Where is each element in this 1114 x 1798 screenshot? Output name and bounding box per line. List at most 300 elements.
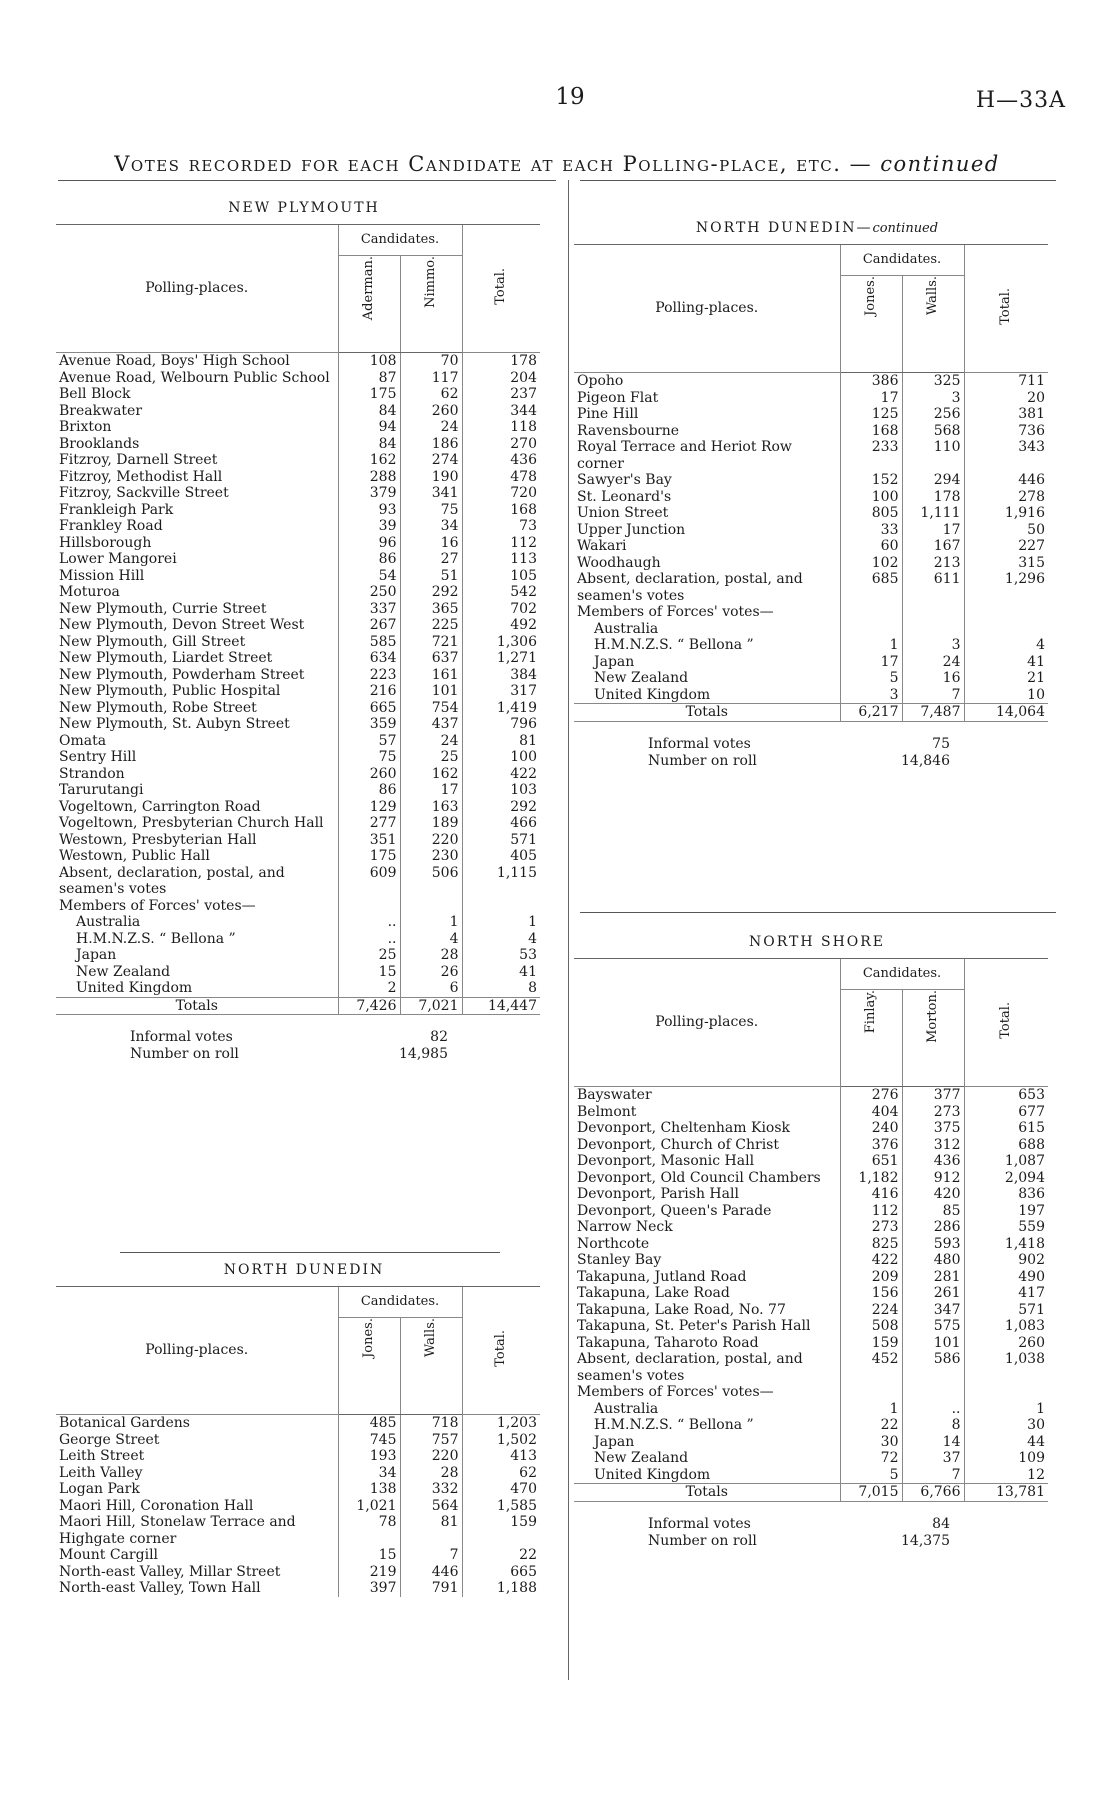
polling-place-name: New Plymouth, Gill Street <box>59 633 246 650</box>
candidate-2-votes: 163 <box>400 799 462 816</box>
table-row <box>56 667 540 684</box>
candidate-2-votes <box>902 621 964 638</box>
column-divider <box>568 180 569 1680</box>
polling-place-name: Stanley Bay <box>577 1252 662 1268</box>
candidate-1-votes: 508 <box>840 1318 902 1335</box>
candidate-1-votes: 288 <box>338 469 400 486</box>
table-row <box>56 766 540 783</box>
polling-place-name: Frankleigh Park <box>59 501 174 518</box>
candidate-1-votes: 102 <box>840 555 902 572</box>
polling-place-name: Logan Park <box>59 1481 140 1497</box>
candidate-2-votes: 375 <box>902 1120 964 1137</box>
informal-votes-line <box>574 736 1060 753</box>
polling-place-name: Maori Hill, Stonelaw Terrace and Highgate corner <box>59 1514 296 1547</box>
total-votes: 796 <box>462 716 540 733</box>
candidate-1-votes: 1,182 <box>840 1170 902 1187</box>
candidate-1-votes: .. <box>338 914 400 931</box>
table-row <box>574 522 1048 539</box>
candidate-1-votes: 162 <box>338 452 400 469</box>
table-row <box>574 687 1048 704</box>
candidate-1-votes: 359 <box>338 716 400 733</box>
polling-place-name: Absent, declaration, postal, and seamen's votes <box>577 1351 803 1384</box>
total-votes: 571 <box>964 1302 1048 1319</box>
polling-place-name: New Plymouth, Currie Street <box>59 600 267 617</box>
candidate-name-header <box>338 1318 400 1415</box>
total-votes: 159 <box>462 1514 540 1547</box>
number-on-roll-line <box>56 1046 552 1063</box>
polling-place-name: Maori Hill, Coronation Hall <box>59 1497 254 1514</box>
candidate-1-votes: 17 <box>840 654 902 671</box>
candidate-1-total: 6,217 <box>840 704 902 722</box>
total-votes: 1,115 <box>462 865 540 898</box>
totals-row <box>574 704 1048 722</box>
candidate-2-votes: 220 <box>400 1448 462 1465</box>
polling-place-name: Westown, Public Hall <box>59 848 210 864</box>
table-row <box>574 1318 1048 1335</box>
polling-place-name: Avenue Road, Welbourn Public School <box>59 369 330 386</box>
polling-place-name: Royal Terrace and Heriot Row corner <box>577 439 792 472</box>
candidate-1-votes: 665 <box>338 700 400 717</box>
candidate-1-votes: 159 <box>840 1335 902 1352</box>
section-separator-right <box>580 912 1056 913</box>
candidate-name: Jones. <box>862 276 878 316</box>
empty-cell <box>902 1384 964 1401</box>
polling-place-name: Vogeltown, Carrington Road <box>59 798 261 815</box>
candidate-2-votes: 70 <box>400 353 462 370</box>
number-on-roll-line <box>574 1533 1060 1550</box>
polling-place-name: Absent, declaration, postal, and seamen's votes <box>577 571 803 604</box>
polling-place-name: Leith Valley <box>59 1464 143 1481</box>
candidate-1-total: 7,426 <box>338 997 400 1015</box>
candidate-2-votes: 586 <box>902 1351 964 1384</box>
total-votes: 902 <box>964 1252 1048 1269</box>
candidate-2-votes: 274 <box>400 452 462 469</box>
table-row <box>574 1153 1048 1170</box>
informal-votes-label: Informal votes <box>648 1515 751 1532</box>
table-row <box>56 865 540 898</box>
total-votes: 44 <box>964 1434 1048 1451</box>
total-header-label: Total. <box>998 287 1013 325</box>
page-title <box>0 152 1114 176</box>
total-votes: 178 <box>462 353 540 370</box>
total-votes: 270 <box>462 436 540 453</box>
polling-place-name: Brooklands <box>59 435 140 452</box>
table-row <box>56 1547 540 1564</box>
total-header <box>462 1287 540 1415</box>
page-title-continued: continued <box>880 152 1000 176</box>
candidate-2-votes: 721 <box>400 634 462 651</box>
table-row <box>574 373 1048 390</box>
candidate-2-votes: 28 <box>400 947 462 964</box>
polling-place-name: Devonport, Cheltenham Kiosk <box>577 1120 791 1136</box>
table-row <box>56 1448 540 1465</box>
number-on-roll-line <box>574 753 1060 770</box>
grand-total: 14,447 <box>462 997 540 1015</box>
table-row <box>574 555 1048 572</box>
candidate-2-votes: 167 <box>902 538 964 555</box>
informal-votes-value: 75 <box>932 735 950 752</box>
candidate-2-votes: 62 <box>400 386 462 403</box>
candidate-2-votes: 757 <box>400 1432 462 1449</box>
candidate-1-votes: 685 <box>840 571 902 604</box>
total-votes: 677 <box>964 1104 1048 1121</box>
table-row <box>574 1285 1048 1302</box>
total-votes: 315 <box>964 555 1048 572</box>
forces-heading: Members of Forces' votes— <box>577 1384 774 1400</box>
polling-place-name: Japan <box>594 1433 635 1450</box>
forces-heading-row <box>574 1384 1048 1401</box>
totals-label: Totals <box>574 704 840 722</box>
total-votes: 1,502 <box>462 1432 540 1449</box>
candidate-2-votes: 110 <box>902 439 964 472</box>
total-votes: 1,418 <box>964 1236 1048 1253</box>
total-votes: 81 <box>462 733 540 750</box>
candidate-1-votes: 209 <box>840 1269 902 1286</box>
candidate-1-votes: 216 <box>338 683 400 700</box>
polling-place-name: Vogeltown, Presbyterian Church Hall <box>59 815 324 831</box>
total-votes: 73 <box>462 518 540 535</box>
candidate-1-votes: 404 <box>840 1104 902 1121</box>
polling-place-name: New Plymouth, Devon Street West <box>59 617 305 633</box>
candidate-2-votes: 506 <box>400 865 462 898</box>
empty-cell <box>964 604 1048 621</box>
candidate-1-votes: 240 <box>840 1120 902 1137</box>
polling-place-name: George Street <box>59 1431 160 1448</box>
candidate-2-votes: 101 <box>902 1335 964 1352</box>
candidate-1-votes: 78 <box>338 1514 400 1547</box>
candidate-name: Jones. <box>360 1318 376 1358</box>
candidate-2-votes: 273 <box>902 1104 964 1121</box>
document-code: H—33A <box>975 88 1066 113</box>
candidate-2-votes: 161 <box>400 667 462 684</box>
candidate-1-votes: 108 <box>338 353 400 370</box>
table-row <box>56 749 540 766</box>
table-row <box>56 584 540 601</box>
polling-place-name: Lower Mangorei <box>59 551 177 567</box>
table-row <box>574 1434 1048 1451</box>
candidate-1-votes: 1,021 <box>338 1498 400 1515</box>
total-votes: 1 <box>964 1401 1048 1418</box>
table-row <box>56 386 540 403</box>
table-row <box>56 1498 540 1515</box>
table-row <box>574 1120 1048 1137</box>
polling-place-name: Narrow Neck <box>577 1219 673 1235</box>
candidate-1-votes: 1 <box>840 637 902 654</box>
polling-place-name: New Plymouth, Robe Street <box>59 699 257 716</box>
candidate-1-votes: 397 <box>338 1580 400 1597</box>
total-votes: 227 <box>964 538 1048 555</box>
totals-row <box>574 1484 1048 1502</box>
table-row <box>574 489 1048 506</box>
candidate-name-header <box>902 276 964 373</box>
page-title-text: Votes recorded for each Candidate at each Polling-place, etc. <box>114 152 842 176</box>
candidate-1-votes: 39 <box>338 518 400 535</box>
candidate-2-votes: 437 <box>400 716 462 733</box>
polling-place-name: New Zealand <box>594 1450 689 1466</box>
candidate-2-votes: .. <box>902 1401 964 1418</box>
candidate-1-votes: 337 <box>338 601 400 618</box>
candidate-1-votes: 54 <box>338 568 400 585</box>
table-row <box>574 637 1048 654</box>
candidate-name: Walls. <box>924 276 940 316</box>
candidate-1-votes: 175 <box>338 386 400 403</box>
table-row <box>574 472 1048 489</box>
candidate-2-votes: 261 <box>902 1285 964 1302</box>
total-votes: 41 <box>964 654 1048 671</box>
candidate-2-votes: 26 <box>400 964 462 981</box>
polling-place-name: Absent, declaration, postal, and seamen's votes <box>59 864 285 897</box>
table-row <box>56 634 540 651</box>
table-row <box>56 601 540 618</box>
polling-place-name: Brixton <box>59 419 112 435</box>
total-votes: 50 <box>964 522 1048 539</box>
polling-place-name: New Zealand <box>594 670 689 686</box>
candidate-2-total: 7,487 <box>902 704 964 722</box>
votes-table <box>56 1286 540 1597</box>
table-row <box>574 1203 1048 1220</box>
table-row <box>56 733 540 750</box>
polling-place-name: Devonport, Parish Hall <box>577 1186 739 1202</box>
total-votes: 1,188 <box>462 1580 540 1597</box>
candidates-header: Candidates. <box>840 245 964 276</box>
polling-place-name: St. Leonard's <box>577 488 672 505</box>
polling-place-name: Upper Junction <box>577 521 686 538</box>
candidate-2-votes: 7 <box>400 1547 462 1564</box>
table-row <box>574 621 1048 638</box>
section-title <box>56 1262 552 1278</box>
empty-cell <box>964 1384 1048 1401</box>
candidate-1-votes: 84 <box>338 436 400 453</box>
candidate-1-votes: 585 <box>338 634 400 651</box>
total-votes: 615 <box>964 1120 1048 1137</box>
table-row <box>56 716 540 733</box>
polling-place-name: Union Street <box>577 505 669 521</box>
table-row <box>574 1335 1048 1352</box>
candidate-1-votes: 96 <box>338 535 400 552</box>
candidate-1-votes: 260 <box>338 766 400 783</box>
total-votes: 168 <box>462 502 540 519</box>
number-on-roll-label: Number on roll <box>130 1046 239 1062</box>
candidate-2-votes: 190 <box>400 469 462 486</box>
total-votes: 1,271 <box>462 650 540 667</box>
polling-place-name: Botanical Gardens <box>59 1415 190 1431</box>
candidate-2-votes: 8 <box>902 1417 964 1434</box>
section-north-shore <box>574 934 1060 1550</box>
candidate-1-votes: 193 <box>338 1448 400 1465</box>
candidate-2-votes: 420 <box>902 1186 964 1203</box>
candidates-header: Candidates. <box>338 225 462 256</box>
total-votes: 836 <box>964 1186 1048 1203</box>
candidate-2-votes: 4 <box>400 931 462 948</box>
candidate-2-votes: 593 <box>902 1236 964 1253</box>
polling-place-name: Fitzroy, Darnell Street <box>59 452 218 468</box>
table-row <box>56 848 540 865</box>
table-row <box>574 390 1048 407</box>
candidate-1-votes: 267 <box>338 617 400 634</box>
candidate-2-votes: 16 <box>400 535 462 552</box>
polling-place-name: Bell Block <box>59 386 131 402</box>
candidate-1-votes: 376 <box>840 1137 902 1154</box>
candidate-2-votes: 178 <box>902 489 964 506</box>
candidate-2-total: 6,766 <box>902 1484 964 1502</box>
candidate-1-votes: 223 <box>338 667 400 684</box>
candidate-1-votes: 87 <box>338 370 400 387</box>
informal-votes-line <box>56 1029 552 1046</box>
candidates-header: Candidates. <box>338 1287 462 1318</box>
polling-place-name: Pigeon Flat <box>577 389 659 406</box>
polling-place-name: United Kingdom <box>594 1466 711 1483</box>
polling-place-name: Devonport, Masonic Hall <box>577 1153 755 1169</box>
page-number: 19 <box>555 84 585 110</box>
polling-place-name: H.M.N.Z.S. “ Bellona ” <box>594 1417 754 1433</box>
table-row <box>56 832 540 849</box>
table-row <box>56 370 540 387</box>
total-votes: 711 <box>964 373 1048 390</box>
polling-place-name: Woodhaugh <box>577 554 661 571</box>
polling-place-name: North-east Valley, Town Hall <box>59 1580 261 1596</box>
candidate-1-votes: 1 <box>840 1401 902 1418</box>
candidate-2-votes: 24 <box>902 654 964 671</box>
total-votes: 571 <box>462 832 540 849</box>
candidate-2-votes: 17 <box>400 782 462 799</box>
total-header-label: Total. <box>493 267 508 305</box>
candidate-name: Nimmo. <box>422 256 438 308</box>
number-on-roll-label: Number on roll <box>648 1532 757 1549</box>
candidate-2-votes: 101 <box>400 683 462 700</box>
polling-place-name: H.M.N.Z.S. “ Bellona ” <box>594 637 754 653</box>
informal-votes-value: 84 <box>932 1515 950 1532</box>
candidate-1-votes: 386 <box>840 373 902 390</box>
section-title-text: NORTH SHORE <box>748 934 886 950</box>
polling-place-name: Leith Street <box>59 1448 145 1464</box>
section-separator <box>120 1252 500 1253</box>
total-votes: 542 <box>462 584 540 601</box>
table-row <box>574 1087 1048 1104</box>
candidate-2-votes: 220 <box>400 832 462 849</box>
total-votes: 702 <box>462 601 540 618</box>
candidate-1-votes: 485 <box>338 1415 400 1432</box>
table-row <box>56 980 540 997</box>
table-row <box>56 1564 540 1581</box>
candidate-1-votes: 379 <box>338 485 400 502</box>
candidate-2-votes: 332 <box>400 1481 462 1498</box>
total-votes: 344 <box>462 403 540 420</box>
polling-place-name: New Plymouth, Powderham Street <box>59 666 305 683</box>
total-votes: 2,094 <box>964 1170 1048 1187</box>
polling-place-name: Fitzroy, Sackville Street <box>59 485 229 501</box>
table-row <box>56 353 540 370</box>
candidate-1-votes: 152 <box>840 472 902 489</box>
candidate-2-votes: 75 <box>400 502 462 519</box>
total-votes: 1,916 <box>964 505 1048 522</box>
totals-row <box>56 997 540 1015</box>
polling-place-name: Fitzroy, Methodist Hall <box>59 468 223 485</box>
candidate-2-votes: 294 <box>902 472 964 489</box>
candidate-name-header <box>400 256 462 353</box>
section-title-text: NEW PLYMOUTH <box>228 200 380 216</box>
total-votes: 20 <box>964 390 1048 407</box>
candidate-1-votes: 422 <box>840 1252 902 1269</box>
candidate-1-votes <box>840 621 902 638</box>
total-votes: 22 <box>462 1547 540 1564</box>
candidate-2-votes: 260 <box>400 403 462 420</box>
polling-place-name: Ravensbourne <box>577 422 680 439</box>
candidates-header: Candidates. <box>840 959 964 990</box>
candidate-1-votes: 75 <box>338 749 400 766</box>
candidate-1-votes: 30 <box>840 1434 902 1451</box>
candidate-1-votes: 86 <box>338 551 400 568</box>
total-votes: 278 <box>964 489 1048 506</box>
total-header <box>964 245 1048 373</box>
total-votes: 10 <box>964 687 1048 704</box>
table-row <box>574 1252 1048 1269</box>
table-row <box>574 1137 1048 1154</box>
candidate-1-votes: 84 <box>338 403 400 420</box>
candidate-2-votes: 225 <box>400 617 462 634</box>
candidate-2-votes: 325 <box>902 373 964 390</box>
informal-votes-label: Informal votes <box>130 1029 233 1045</box>
total-votes: 1,585 <box>462 1498 540 1515</box>
polling-places-header: Polling-places. <box>574 959 840 1087</box>
candidate-1-votes: 277 <box>338 815 400 832</box>
section-north-dunedin-continued <box>574 220 1060 770</box>
table-row <box>56 419 540 436</box>
polling-place-name: Takapuna, Lake Road <box>577 1285 730 1301</box>
candidate-1-votes: 805 <box>840 505 902 522</box>
polling-place-name: Takapuna, Lake Road, No. 77 <box>577 1301 786 1318</box>
section-new-plymouth <box>56 200 552 1063</box>
votes-table <box>574 244 1048 722</box>
candidate-1-votes: 168 <box>840 423 902 440</box>
candidate-1-votes: 273 <box>840 1219 902 1236</box>
total-votes: 1,087 <box>964 1153 1048 1170</box>
table-row <box>56 1514 540 1547</box>
number-on-roll-value: 14,985 <box>399 1046 448 1062</box>
candidate-2-votes: 341 <box>400 485 462 502</box>
candidate-2-votes: 189 <box>400 815 462 832</box>
candidate-2-votes: 446 <box>400 1564 462 1581</box>
candidate-2-votes: 81 <box>400 1514 462 1547</box>
candidate-2-votes: 6 <box>400 980 462 997</box>
table-row <box>56 947 540 964</box>
table-row <box>56 518 540 535</box>
total-votes: 317 <box>462 683 540 700</box>
forces-heading: Members of Forces' votes— <box>59 897 256 914</box>
total-votes: 1,083 <box>964 1318 1048 1335</box>
summary <box>574 1516 1060 1550</box>
candidate-2-votes: 1,111 <box>902 505 964 522</box>
total-votes: 413 <box>462 1448 540 1465</box>
candidate-name: Finlay. <box>862 990 878 1034</box>
candidate-2-votes: 213 <box>902 555 964 572</box>
candidate-2-votes: 117 <box>400 370 462 387</box>
table-row <box>56 799 540 816</box>
candidate-1-votes: .. <box>338 931 400 948</box>
candidate-2-votes: 637 <box>400 650 462 667</box>
table-row <box>56 1465 540 1482</box>
table-row <box>56 1415 540 1432</box>
candidate-2-votes: 791 <box>400 1580 462 1597</box>
polling-place-name: Australia <box>76 914 141 930</box>
empty-cell <box>462 898 540 915</box>
polling-place-name: United Kingdom <box>76 980 193 996</box>
polling-place-name: Pine Hill <box>577 406 639 422</box>
polling-place-name: Sawyer's Bay <box>577 472 672 488</box>
total-votes: 100 <box>462 749 540 766</box>
summary <box>574 736 1060 770</box>
candidate-2-votes: 256 <box>902 406 964 423</box>
total-votes: 30 <box>964 1417 1048 1434</box>
